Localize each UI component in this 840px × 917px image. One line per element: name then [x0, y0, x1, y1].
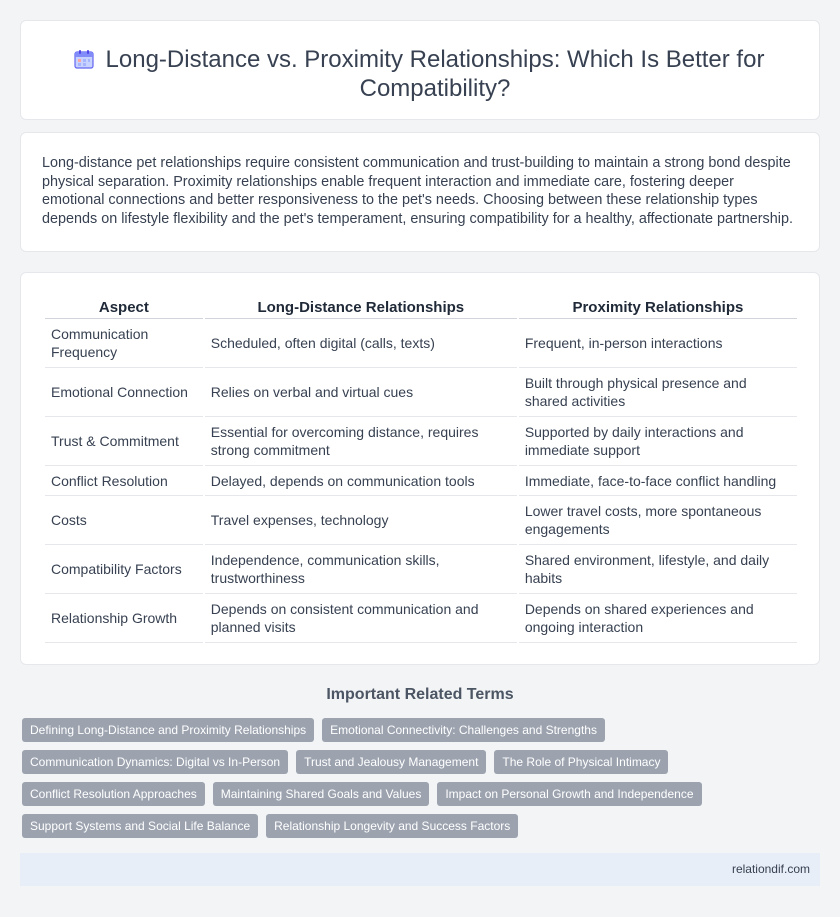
cell-proximity: Built through physical presence and shared activities	[519, 368, 797, 417]
cell-proximity: Immediate, face-to-face conflict handling	[519, 466, 797, 496]
intro-paragraph: Long-distance pet relationships require consistent communication and trust-building to maintain a strong bond despite physical separation. Proximity relationships enable frequent interaction and immediate care, fostering deeper emotional connections and better responsiveness to the pet's needs. Choosing between these relationship types depends on lifestyle flexibility and the pet's temperament, ensuring compatibility for a healthy, affectionate partnership.	[42, 155, 793, 227]
related-term-tag[interactable]: Relationship Longevity and Success Factors	[266, 814, 518, 838]
cell-aspect: Trust & Commitment	[45, 417, 203, 466]
related-term-tag[interactable]: Emotional Connectivity: Challenges and Strengths	[322, 718, 605, 742]
comparison-card	[20, 272, 820, 665]
cell-long-distance: Essential for overcoming distance, requires strong commitment	[205, 417, 517, 466]
table-row	[45, 594, 797, 643]
title-card	[20, 20, 820, 120]
cell-proximity: Depends on shared experiences and ongoing interaction	[519, 594, 797, 643]
table-row	[45, 319, 797, 368]
cell-long-distance: Independence, communication skills, trustworthiness	[205, 545, 517, 594]
intro-card	[20, 132, 820, 252]
cell-long-distance: Depends on consistent communication and planned visits	[205, 594, 517, 643]
cell-proximity: Supported by daily interactions and immediate support	[519, 417, 797, 466]
table-header-row	[45, 297, 797, 319]
related-term-tag[interactable]: The Role of Physical Intimacy	[494, 750, 668, 774]
table-row	[45, 368, 797, 417]
cell-long-distance: Scheduled, often digital (calls, texts)	[205, 319, 517, 368]
related-term-tag[interactable]: Maintaining Shared Goals and Values	[213, 782, 430, 806]
related-term-tag[interactable]: Conflict Resolution Approaches	[22, 782, 205, 806]
cell-proximity: Lower travel costs, more spontaneous engagements	[519, 496, 797, 545]
header-aspect: Aspect	[45, 297, 203, 319]
table-row	[45, 417, 797, 466]
cell-long-distance: Delayed, depends on communication tools	[205, 466, 517, 496]
header-long-distance: Long-Distance Relationships	[205, 297, 517, 319]
table-row	[45, 466, 797, 496]
cell-aspect: Communication Frequency	[45, 319, 203, 368]
related-term-tag[interactable]: Impact on Personal Growth and Independence	[437, 782, 701, 806]
page-title: Long-Distance vs. Proximity Relationships: Which Is Better for Compatibility?	[105, 46, 765, 102]
footer-site-link[interactable]: relationdif.com	[731, 862, 810, 876]
comparison-table	[43, 297, 799, 643]
related-terms-list	[22, 718, 822, 846]
cell-aspect: Relationship Growth	[45, 594, 203, 643]
cell-aspect: Compatibility Factors	[45, 545, 203, 594]
related-terms-title: Important Related Terms	[326, 686, 514, 703]
cell-proximity: Frequent, in-person interactions	[519, 319, 797, 368]
calendar-icon	[73, 48, 95, 70]
related-term-tag[interactable]: Defining Long-Distance and Proximity Relationships	[22, 718, 314, 742]
cell-long-distance: Travel expenses, technology	[205, 496, 517, 545]
cell-aspect: Emotional Connection	[45, 368, 203, 417]
table-row	[45, 545, 797, 594]
related-term-tag[interactable]: Support Systems and Social Life Balance	[22, 814, 258, 838]
table-row	[45, 496, 797, 545]
footer	[20, 853, 820, 886]
header-proximity: Proximity Relationships	[519, 297, 797, 319]
cell-proximity: Shared environment, lifestyle, and daily habits	[519, 545, 797, 594]
related-term-tag[interactable]: Trust and Jealousy Management	[296, 750, 486, 774]
cell-long-distance: Relies on verbal and virtual cues	[205, 368, 517, 417]
related-term-tag[interactable]: Communication Dynamics: Digital vs In-Person	[22, 750, 288, 774]
cell-aspect: Costs	[45, 496, 203, 545]
cell-aspect: Conflict Resolution	[45, 466, 203, 496]
